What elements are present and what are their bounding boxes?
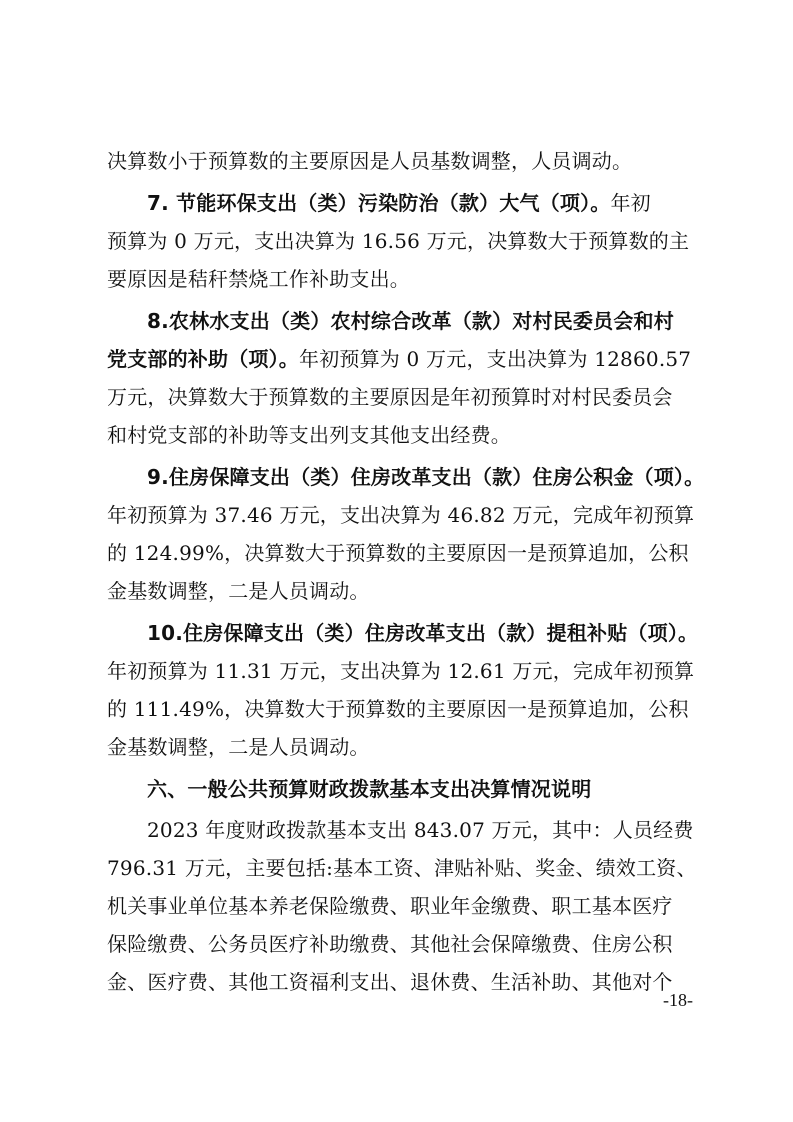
line-text: 2023 年度财政拨款基本支出 843.07 万元，其中：人员经费 [147,818,694,842]
paragraph-line [107,964,691,1000]
line-text: 金基数调整，二是人员调动。 [107,735,370,759]
paragraph-line [107,573,691,609]
paragraph-line [107,379,691,415]
page-number: -18- [663,990,693,1010]
line-text: 决算数小于预算数的主要原因是人员基数调整，人员调动。 [107,149,633,173]
paragraph-line [107,223,691,259]
line-text: 金、医疗费、其他工资福利支出、退休费、生活补助、其他对个 [107,970,673,994]
line-text: 金基数调整，二是人员调动。 [107,579,370,603]
line-text: 796.31 万元，主要包括:基本工资、津贴补贴、奖金、绩效工资、 [107,856,697,880]
item-heading: 8.农林水支出（类）农村综合改革（款）对村民委员会和村 [147,309,674,333]
paragraph-line [107,850,697,886]
section-heading: 六、一般公共预算财政拨款基本支出决算情况说明 [147,777,592,801]
item-heading: 9.住房保障支出（类）住房改革支出（款）住房公积金（项）。 [147,465,705,489]
line-text: 预算为 0 万元，支出决算为 16.56 万元，决算数大于预算数的主 [107,229,690,253]
paragraph-line [107,888,691,924]
paragraph-line [147,185,691,221]
paragraph-line [107,691,691,727]
paragraph-line [147,303,691,339]
line-text: 要原因是秸秆禁烧工作补助支出。 [107,267,410,291]
line-text: 年初 [610,191,651,215]
paragraph-line [107,729,691,765]
line-text: 的 124.99%，决算数大于预算数的主要原因一是预算追加，公积 [107,541,689,565]
paragraph-line [107,417,691,453]
line-text: 的 111.49%，决算数大于预算数的主要原因一是预算追加，公积 [107,697,689,721]
line-text: 年初预算为 37.46 万元，支出决算为 46.82 万元，完成年初预算 [107,503,695,527]
paragraph-line [107,653,695,689]
item-heading: 党支部的补助（项）。 [107,347,299,371]
item-heading: 7. 节能环保支出（类）污染防治（款）大气（项）。 [147,191,611,215]
line-text: 万元，决算数大于预算数的主要原因是年初预算时对村民委员会 [107,385,673,409]
paragraph-line [147,812,694,848]
line-text: 年初预算为 0 万元，支出决算为 12860.57 [299,347,692,371]
line-text: 和村党支部的补助等支出列支其他支出经费。 [107,423,511,447]
paragraph-line [107,261,691,297]
line-text: 保险缴费、公务员医疗补助缴费、其他社会保障缴费、住房公积 [107,932,673,956]
paragraph-line [107,497,695,533]
line-text: 机关事业单位基本养老保险缴费、职业年金缴费、职工基本医疗 [107,894,673,918]
paragraph-line [107,341,691,377]
paragraph-line [107,535,691,571]
paragraph-line [147,459,705,495]
line-text: 年初预算为 11.31 万元，支出决算为 12.61 万元，完成年初预算 [107,659,695,683]
paragraph-line [107,143,691,179]
item-heading: 10.住房保障支出（类）住房改革支出（款）提租补贴（项）。 [147,621,699,645]
section-heading-line [147,771,691,807]
paragraph-line [147,615,699,651]
paragraph-line [107,926,691,962]
